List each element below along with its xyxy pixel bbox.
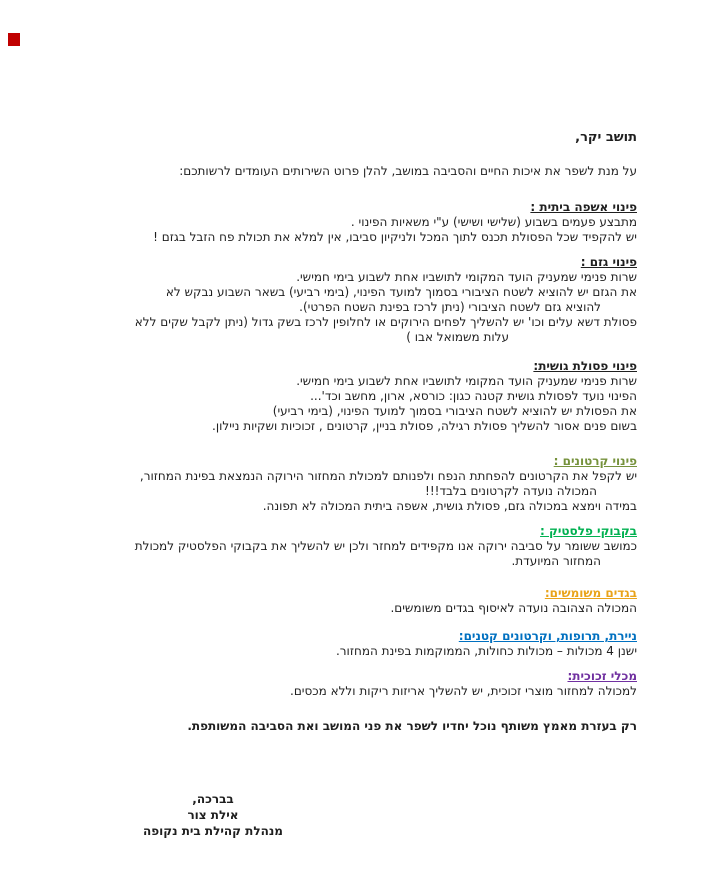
section-heading: מכלי זכוכית: bbox=[567, 669, 637, 683]
section-0 bbox=[68, 200, 637, 245]
section-line: שרות פנימי שמעניק הועד המקומי לתושביו אחת לשבוע בימי חמישי. bbox=[296, 270, 637, 284]
signature-line: אילת צור bbox=[187, 808, 239, 822]
section-1 bbox=[68, 255, 637, 345]
section-2 bbox=[68, 359, 637, 434]
section-3 bbox=[68, 454, 637, 514]
section-line: עלות משמואל אבו ) bbox=[406, 330, 509, 344]
section-heading: ניירת, תרופות, וקרטונים קטנים: bbox=[458, 629, 637, 643]
section-heading: פינוי אשפה ביתית : bbox=[530, 200, 637, 214]
signature-block bbox=[118, 791, 308, 839]
sections-container bbox=[68, 200, 637, 699]
section-5 bbox=[68, 586, 637, 616]
section-line: בשום פנים אסור להשליך פסולת רגילה, פסולת בניין, קרטונים , זכוכיות ושקיות ניילון. bbox=[212, 419, 637, 433]
section-line: יש להקפיד שכל הפסולת תכנס לתוך המכל ולניקיון סביבו, אין למלא את תכולת פח הזבל בגזם ! bbox=[153, 230, 637, 244]
section-line: מתבצע פעמים בשבוע (שלישי ושישי) ע"י משאיות הפינוי . bbox=[350, 215, 637, 229]
section-line: במידה וימצא במכולה גזם, פסולת גושית, אשפה ביתית המכולה לא תפונה. bbox=[262, 499, 637, 513]
closing-statement: רק בעזרת מאמץ משותף נוכל יחדיו לשפר את פני המושב ואת הסביבה המשותפת. bbox=[187, 719, 637, 733]
section-heading: פינוי גזם : bbox=[580, 255, 637, 269]
signature-line: בברכה, bbox=[192, 792, 234, 806]
section-line: להוציא גזם לשטח הציבורי (ניתן לרכז בפינת השטח הפרטי). bbox=[299, 300, 601, 314]
section-heading: בקבוקי פלסטיק : bbox=[540, 524, 637, 538]
letter-body bbox=[68, 0, 637, 734]
section-6 bbox=[68, 629, 637, 659]
section-line: למכולה למחזור מוצרי זכוכית, יש להשליך אריזות ריקות וללא מכסים. bbox=[290, 684, 637, 698]
section-line: המכולה הצהובה נועדה לאיסוף בגדים משומשים. bbox=[390, 601, 637, 615]
intro-paragraph: על מנת לשפר את איכות החיים והסביבה במושב, להלן פרוט השירותים העומדים לרשותכם: bbox=[179, 164, 637, 178]
section-line: הפינוי נועד לפסולת גושית קטנה כגון: כורסא, ארון, מחשב וכד'... bbox=[310, 389, 637, 403]
section-heading: בגדים משומשים: bbox=[544, 586, 637, 600]
section-line: כמושב ששומר על סביבה ירוקה אנו מקפידים למחזר ולכן יש להשליך את בקבוקי הפלסטיק למכולת bbox=[134, 539, 637, 553]
section-line: שרות פנימי שמעניק הועד המקומי לתושביו אחת לשבוע בימי חמישי. bbox=[296, 374, 637, 388]
section-line: המכולה נועדה לקרטונים בלבד!!! bbox=[425, 484, 597, 498]
section-line: את הגזם יש להוציא לשטח הציבורי בסמוך למועד הפינוי, (בימי רביעי) בשאר השבוע נבקש לא bbox=[165, 285, 637, 299]
red-square-marker bbox=[8, 33, 20, 46]
letter-salutation: תושב יקר, bbox=[575, 130, 637, 145]
signature-line: מנהלת קהילת בית נקופה bbox=[142, 824, 283, 838]
section-7 bbox=[68, 669, 637, 699]
section-line: ישנן 4 מכולות – מכולות כחולות, הממוקמות בפינת המחזור. bbox=[335, 644, 637, 658]
section-line: פסולת דשא עלים וכו' יש להשליך לפחים הירוקים או לחלופין לרכז בשק גדול (ניתן לקבל שקים ללא bbox=[134, 315, 637, 329]
section-heading: פינוי פסולת גושית: bbox=[533, 359, 637, 373]
section-line: את הפסולת יש להוציא לשטח הציבורי בסמוך למועד הפינוי, (בימי רביעי) bbox=[272, 404, 637, 418]
section-4 bbox=[68, 524, 637, 569]
section-heading: פינוי קרטונים : bbox=[553, 454, 637, 468]
section-line: המחזור המיועדת. bbox=[511, 554, 601, 568]
section-line: יש לקפל את הקרטונים להפחתת הנפח ולפנותם למכולת המחזור הירוקה הנמצאת בפינת המחזור, bbox=[139, 469, 637, 483]
